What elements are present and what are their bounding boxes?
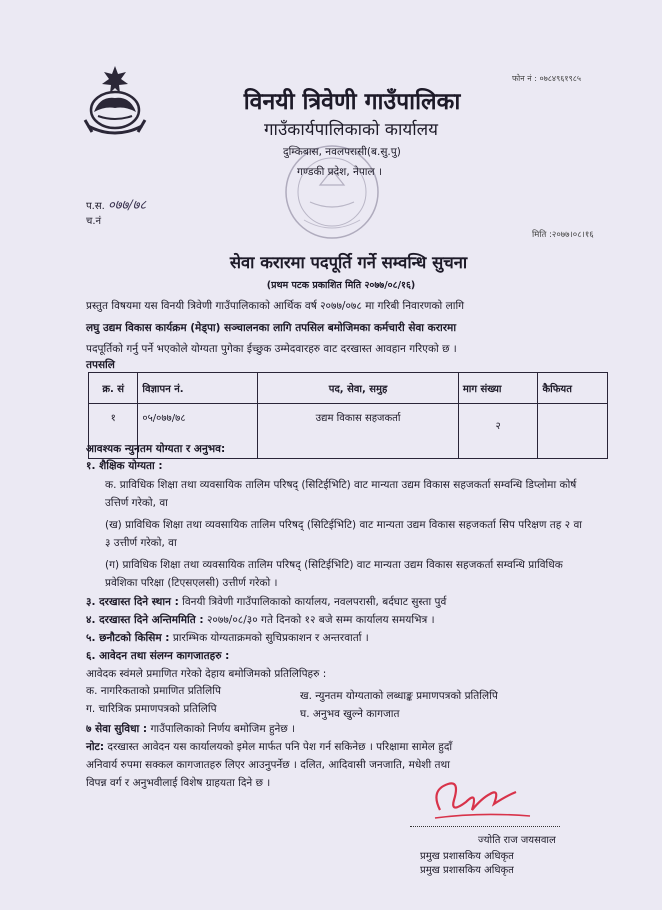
application-deadline: ४. दरखास्त दिने अन्तिममिति : २०७७/०८/३० गते दिनको १२ बजे सम्म कार्यालय समयभित्र । <box>86 614 435 626</box>
requirements-title: आवश्यक न्युनतम योग्यता र अनुभव: <box>86 443 226 455</box>
reference-number: प.स. ०७७/७८ <box>86 198 147 213</box>
document-citizenship: क. नागरिकताको प्रमाणित प्रतिलिपि <box>86 685 221 697</box>
notice-subtitle: (प्रथम पटक प्रकाशित मिति २०७७/०८/१६) <box>266 280 416 291</box>
col-remarks: कैफियत <box>538 373 608 404</box>
notice-date: मिति :२०७७।०८।१६ <box>532 230 594 240</box>
signature-line <box>410 826 560 827</box>
document-character: ग. चारित्रिक प्रमाणपत्रको प्रतिलिपि <box>86 703 217 715</box>
signatory-name: ज्योति राज जयसवाल <box>478 835 556 846</box>
col-advert-no: विज्ञापन नं. <box>138 373 258 404</box>
dispatch-number: च.नं <box>86 216 102 227</box>
education-option-a: क. प्राविधिक शिक्षा तथा व्यवसायिक तालिम परिषद् (सिटिईभिटि) वाट मान्यता उद्यम विकास सहजकर्ता सम्वन्धि डिप्लोमा कोर्ष उत्तिर्ण गरेको, वा <box>105 479 577 509</box>
note-line-1: नोट: दरखास्त आवेदन यस कार्यालयको इमेल मार्फत पनि पेश गर्न सकिनेछ । परिक्षामा सामेल हुदाँ <box>86 741 453 753</box>
table-header-row <box>89 373 608 404</box>
education-title: १. शैक्षिक योग्यता : <box>86 460 163 472</box>
signatory-title: प्रमुख प्रशासकिय अधिकृत प्रमुख प्रशासकिय अधिकृत <box>420 851 514 876</box>
office-name: विनयी त्रिवेणी गाउँपालिका <box>243 89 461 115</box>
selection-method: ५. छनौटको किसिम : प्रारम्भिक योग्यताक्रमको सुचिप्रकाशन र अन्तरवार्ता । <box>86 632 369 644</box>
address-line-2: गण्डकी प्रदेश, नेपाल । <box>297 166 382 178</box>
documents-intro: आवेदक स्वंमले प्रमाणित गरेको देहाय बमोजिमको प्रतिलिपिहरु : <box>86 668 327 680</box>
application-place: ३. दरखास्त दिने स्थान : विनयी त्रिवेणी गाउँपालिकाको कार्यालय, नवलपरासी, बर्दघाट सुस्ता पुर्व <box>86 596 447 608</box>
schedule-label: तपसलि <box>86 359 115 371</box>
col-demand: माग संख्या <box>458 373 538 404</box>
col-serial: क्र. सं <box>89 373 138 404</box>
notice-title: सेवा करारमा पदपूर्ति गर्ने सम्वन्धि सुचना <box>229 253 468 272</box>
signature-icon <box>420 770 540 825</box>
document-experience: घ. अनुभव खुल्ने कागजात <box>300 708 400 720</box>
note-line-3: विपन्न वर्ग र अनुभवीलाई विशेष ग्राहयता दिने छ । <box>86 777 271 789</box>
note-line-2: अनिवार्य रुपमा सक्कल कागजातहरु लिएर आउनुपर्नेछ । दलित, आदिवासी जनजाति, मधेशी तथा <box>86 759 450 771</box>
documents-title: ६. आवेदन तथा संलग्न कागजातहरु : <box>86 650 230 662</box>
education-option-b: (ख) प्राविधिक शिक्षा तथा व्यवसायिक तालिम परिषद् (सिटिईभिटि) वाट मान्यता उद्यम विकास सहजकर्ता सिप परिक्षण तह २ वा ३ उत्तीर्ण गरेको, वा <box>105 519 582 549</box>
service-facility: ७ सेवा सुविधा : गाउँपालिकाको निर्णय बमोजिम हुनेछ । <box>86 723 296 735</box>
office-subtitle: गाउँकार्यपालिकाको कार्यालय <box>263 120 439 140</box>
phone-number: फोन नं : ०७८४९६१९८५ <box>512 74 582 83</box>
col-post: पद, सेवा, समुह <box>258 373 459 404</box>
intro-paragraph: प्रस्तुत विषयमा यस विनयी त्रिवेणी गाउँपालिकाको आर्थिक वर्ष २०७७/०७८ मा गरिबी निवारणको लागि लघु उद्यम विकास कार्यक्रम (मेड्पा) सञ्चालनका लागि तपसिल बमोजिमका कर्मचारी सेवा करारमा पदपूर्तिको गर्नु पर्ने भएकोले योग्यता पुगेका ईच्छुक उम्मेदवारहरु वाट दरखास्त आवहान गरिएको छ । <box>86 300 465 355</box>
table-row: १ ०५/०७७/७८ उद्यम विकास सहजकर्ता २ <box>89 404 608 459</box>
education-option-c: (ग) प्राविधिक शिक्षा तथा व्यवसायिक तालिम परिषद् (सिटिईभिटि) वाट मान्यता उद्यम विकास सहजकर्ता सम्वन्धि प्राविधिक प्रवेशिका परिक्षा (टिएसएलसी) उत्तीर्ण गरेको । <box>105 559 563 589</box>
document-marksheet: ख. न्युनतम योग्यताको लब्धाङ्क प्रमाणपत्रको प्रतिलिपि <box>300 690 498 702</box>
address-line-1: दुम्किबास, नवलपरासी(ब.सु.पु) <box>283 146 401 158</box>
